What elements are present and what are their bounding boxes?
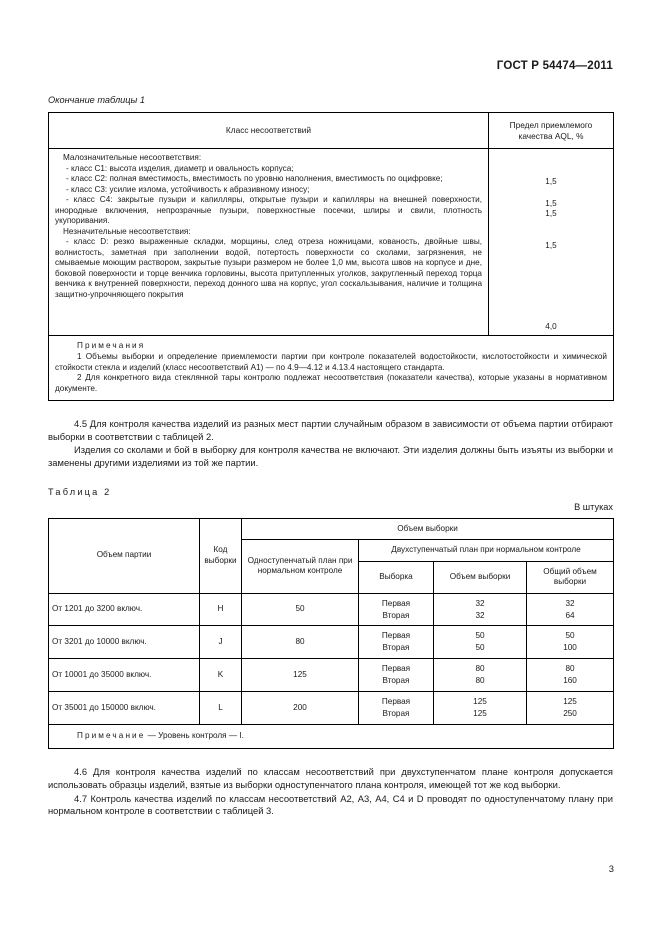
stage-2-label: Вторая (382, 610, 410, 620)
stage-1-total: 32 (565, 598, 575, 608)
sample-size-values (434, 626, 527, 659)
stage-1-size: 50 (475, 631, 485, 641)
aql-value-c1: 1,5 (545, 177, 557, 187)
total-sample-size-values (527, 692, 614, 725)
table-nonconformity-classes (48, 112, 614, 401)
group-title-minor: Малозначительные несоответствия: (63, 153, 202, 163)
stage-2-size: 80 (475, 676, 485, 686)
table-2-units: В штуках (574, 501, 613, 512)
stage-2-size: 32 (475, 610, 485, 620)
table-row (49, 149, 614, 336)
table-2-col-double-plan: Двухступенчатый план при нормальном контроле (359, 540, 614, 562)
clause-4-5-paragraph-1: 4.5 Для контроля качества изделий из разных мест партии случайным образом в зависимости от объема партии отбирают выборки в соответствии с таблицей 2. (48, 418, 613, 442)
sample-size-values (434, 659, 527, 692)
aql-value-c2: 1,5 (545, 198, 557, 208)
table-row (49, 593, 614, 626)
table-1-notes (49, 335, 614, 401)
total-sample-size-values (527, 659, 614, 692)
stage-1-size: 80 (475, 664, 485, 674)
clause-4-5-paragraph-2: Изделия со сколами и бой в выборку для контроля качества не включают. Эти изделия должны быть изъяты из выборки и заменены другими изделиями из той же партии. (48, 444, 613, 469)
sample-stage-labels (359, 659, 434, 692)
content-column (48, 95, 613, 818)
aql-value-d: 4,0 (545, 322, 557, 332)
class-item-c3: - класс C3: усилие излома, устойчивость к абразивному износу; (66, 184, 310, 194)
stage-2-label: Вторая (382, 643, 410, 653)
table-2-col-sample: Выборка (359, 561, 434, 593)
table-1-notes-row (49, 335, 614, 401)
page-number: 3 (608, 863, 614, 874)
stage-2-total: 250 (563, 708, 577, 718)
table-2-col-lot-volume: Объем партии (49, 518, 200, 593)
stage-2-size: 50 (475, 643, 485, 653)
stage-1-size: 125 (473, 697, 487, 707)
lot-volume-value: От 3201 до 10000 включ. (49, 626, 200, 659)
table-2-col-sample-size: Объем выборки (434, 561, 527, 593)
note-item-1: 1 Объемы выборки и определение приемлемости партии при контроле показателей водостойкости, кислотостойкости и химической стойкости стекла и изделий (класс несоответствий А1) — по 4.9—4.12 и 4.13.4 настоящего стандарта. (55, 352, 607, 372)
table-sampling-plans (48, 518, 614, 750)
table-2-note-row (49, 724, 614, 749)
lot-volume-value: От 1201 до 3200 включ. (49, 593, 200, 626)
note-item-2: 2 Для конкретного вида стеклянной тары контролю подлежат несоответствия (показатели качества), которые указаны в нормативном документе. (55, 373, 607, 393)
table-row (49, 692, 614, 725)
aql-values-column (489, 149, 614, 336)
table-2-caption: Таблица 2 (48, 486, 112, 497)
lot-volume-value: От 35001 до 150000 включ. (49, 692, 200, 725)
single-plan-value: 50 (242, 593, 359, 626)
table-2-col-sample-code: Код выборки (200, 518, 242, 593)
stage-1-label: Первая (381, 598, 411, 608)
stage-2-total: 100 (563, 643, 577, 653)
table-2-note-text: — Уровень контроля — I. (145, 730, 244, 740)
aql-value-c4: 1,5 (545, 240, 557, 250)
sample-code-value: H (200, 593, 242, 626)
sample-size-values (434, 692, 527, 725)
sample-stage-labels (359, 692, 434, 725)
stage-2-total: 64 (565, 610, 575, 620)
stage-2-size: 125 (473, 708, 487, 718)
single-plan-value: 125 (242, 659, 359, 692)
class-item-d: - класс D: резко выраженные складки, морщины, след отреза ножницами, кованость, двойные швы, волнистость, заметная при заполнении водой, потертость поверхности со сколами, загрязнения, не смываемые моющим раствором, закрытые пузыри размером не более 1,0 мм, высота швов на корпусе и дне, боковой поверхности и торце венчика горловины, высота притупленных уголков, закругленный переход торца венчика к внутренней поверхности, переход донного шва на корпус, угол соскальзывания, наличие и толщина защитно-упрочняющего покрытия (55, 237, 482, 299)
group-title-insignificant: Незначительные несоответствия: (63, 226, 191, 236)
standard-designation: ГОСТ Р 54474—2011 (496, 60, 613, 72)
clause-4-6-4-7 (48, 766, 613, 817)
table-1-caption: Окончание таблицы 1 (48, 95, 145, 105)
single-plan-value: 80 (242, 626, 359, 659)
notes-heading: Примечания (77, 340, 146, 350)
table-2-col-total-sample-size: Общий объем выборки (527, 561, 614, 593)
table-row (49, 659, 614, 692)
table-1-col-class: Класс несоответствий (49, 113, 489, 149)
table-2-note (49, 724, 614, 749)
table-1-col-aql: Предел приемлемого качества AQL, % (489, 113, 614, 149)
table-row (49, 626, 614, 659)
stage-1-size: 32 (475, 598, 485, 608)
sample-code-value: L (200, 692, 242, 725)
single-plan-value: 200 (242, 692, 359, 725)
sample-code-value: J (200, 626, 242, 659)
sample-size-values (434, 593, 527, 626)
stage-1-label: Первая (381, 697, 411, 707)
table-2-col-single-plan: Одноступенчатый план при нормальном контроле (242, 540, 359, 594)
total-sample-size-values (527, 626, 614, 659)
total-sample-size-values (527, 593, 614, 626)
stage-1-total: 125 (563, 697, 577, 707)
stage-1-label: Первая (381, 664, 411, 674)
stage-2-label: Вторая (382, 708, 410, 718)
stage-2-label: Вторая (382, 676, 410, 686)
stage-1-label: Первая (381, 631, 411, 641)
lot-volume-value: От 10001 до 35000 включ. (49, 659, 200, 692)
clause-4-5 (48, 418, 613, 469)
clause-4-6-paragraph: 4.6 Для контроля качества изделий по классам несоответствий при двухступенчатом плане контроля допускается использовать образцы изделий, взятые из выборки одноступенчатого плана контроля, имеющей тот же код выборки. (48, 766, 613, 790)
class-item-c2: - класс C2: полная вместимость, вместимость по уровню наполнения, вместимость по оцифровке; (66, 174, 443, 184)
table-2-header-row-1 (49, 518, 614, 540)
clause-4-7-paragraph: 4.7 Контроль качества изделий по классам несоответствий А2, А3, А4, С4 и D проводят по одноступенчатому плану при нормальном контроле в соответствии с таблицей 3. (48, 792, 613, 817)
stage-1-total: 50 (565, 631, 575, 641)
table-2-col-sample-volume: Объем выборки (242, 518, 614, 540)
sample-stage-labels (359, 593, 434, 626)
class-item-c4: - класс C4: закрытые пузыри и капилляры, открытые пузыри и капилляры на внешней поверхности, инородные включения, непрозрачные пузыри, поверхностные посечки, шлиры и свили, плотность укупоривания. (55, 195, 482, 226)
sample-stage-labels (359, 626, 434, 659)
stage-2-total: 160 (563, 676, 577, 686)
stage-1-total: 80 (565, 664, 575, 674)
table-2-note-heading: Примечание (77, 730, 146, 740)
sample-code-value: K (200, 659, 242, 692)
nonconformity-class-list (49, 149, 489, 336)
aql-value-c3: 1,5 (545, 209, 557, 219)
class-item-c1: - класс C1: высота изделия, диаметр и овальность корпуса; (66, 163, 294, 173)
table-1-header-row (49, 113, 614, 149)
